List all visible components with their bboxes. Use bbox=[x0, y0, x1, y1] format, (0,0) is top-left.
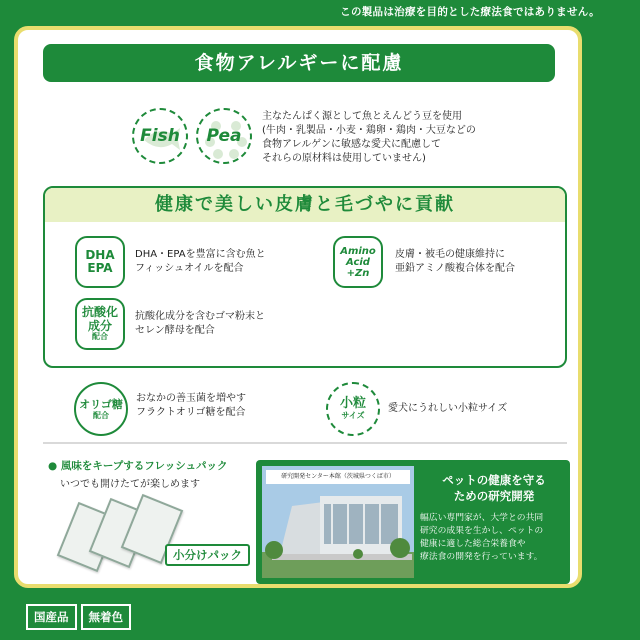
antioxidant-text: 抗酸化成分を含むゴマ粉末と セレン酵母を配合 bbox=[135, 311, 265, 336]
amino-acid-text: 皮膚・被毛の健康維持に 亜鉛アミノ酸複合体を配合 bbox=[395, 249, 515, 274]
health-box bbox=[43, 186, 567, 368]
fresh-pack-info bbox=[48, 458, 228, 490]
pack-tag: 小分けパック bbox=[165, 544, 250, 566]
small-kibble-text: 愛犬にうれしい小粒サイズ bbox=[388, 403, 508, 414]
allergy-description: 主なたんぱく源として魚とえんどう豆を使用 (牛肉・乳製品・小麦・鶏卵・鶏肉・大豆などの 食物アレルゲンに敏感な愛犬に配慮して それらの原材料は使用していません) bbox=[262, 111, 476, 164]
antioxidant-badge: 抗酸化 成分 配合 bbox=[75, 298, 125, 350]
fish-badge: Fish bbox=[132, 108, 188, 164]
oligo-text: おなかの善玉菌を増やす フラクトオリゴ糖を配合 bbox=[136, 393, 246, 418]
amino-acid-badge: Amino Acid +Zn bbox=[333, 236, 383, 288]
dha-epa-badge: DHA EPA bbox=[75, 236, 125, 288]
divider bbox=[43, 442, 567, 444]
health-banner: 健康で美しい皮膚と毛づやに貢献 bbox=[45, 188, 565, 222]
fresh-pack-subtitle: いつでも開けたてが楽しめます bbox=[60, 479, 200, 490]
dha-epa-text: DHA・EPAを豊富に含む魚と フィッシュオイルを配合 bbox=[135, 249, 266, 274]
pea-badge: Pea bbox=[196, 108, 252, 164]
research-text: 幅広い専門家が、大学との共同 研究の成果を生かし、ペットの 健康に適した総合栄養食や 療法食の開発を行っています。 bbox=[420, 513, 544, 562]
made-in-japan-label: 国産品 bbox=[26, 604, 77, 630]
origin-labels bbox=[26, 604, 131, 630]
research-box bbox=[256, 460, 570, 584]
no-coloring-label: 無着色 bbox=[81, 604, 132, 630]
research-title: ペットの健康を守る ための研究開発 bbox=[442, 473, 546, 503]
allergy-banner: 食物アレルギーに配慮 bbox=[43, 44, 555, 82]
oligo-badge: オリゴ糖 配合 bbox=[74, 382, 128, 436]
fresh-pack-title: ● 風味をキープするフレッシュパック bbox=[48, 460, 228, 472]
building-photo bbox=[262, 466, 414, 578]
small-kibble-badge: 小粒 サイズ bbox=[326, 382, 380, 436]
disclaimer: この製品は治療を目的とした療法食ではありません。 bbox=[340, 6, 600, 18]
info-panel bbox=[14, 26, 582, 588]
photo-caption: 研究開発センター本館（茨城県つくば市） bbox=[266, 470, 410, 484]
